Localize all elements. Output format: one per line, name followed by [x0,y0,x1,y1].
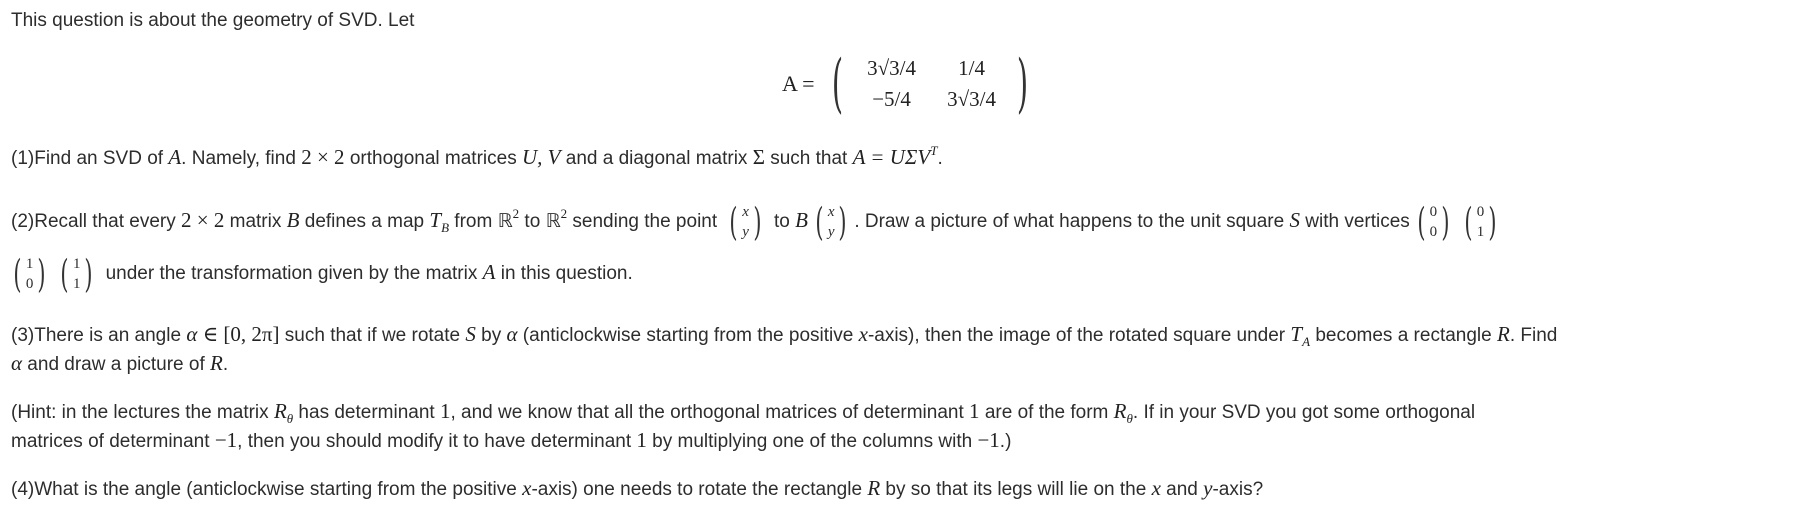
math-alpha: α [506,322,518,346]
q3-text: . [222,354,229,375]
math-b: B [286,208,300,232]
math-a: A [168,145,182,169]
q3-text: (anticlockwise starting from the positive [517,325,859,346]
math-b: B [795,208,808,232]
math-uv: U, V [521,145,561,169]
vector-xy: ( x y ) [815,199,847,244]
matrix-entry-11: 3√3/4 [867,56,916,80]
q3-text: by [475,325,507,346]
hint-text: (Hint: in the lectures the matrix [11,402,274,423]
q1-text: . [937,148,943,169]
math-x: x [858,322,868,346]
math-theta-sub: θ [286,411,294,426]
math-reals: ℝ [545,210,561,232]
hint-text: .) [999,431,1012,452]
math-r: R [867,476,881,500]
math-theta-sub: θ [1126,411,1133,426]
q2-text: . Draw a picture of what happens to the unit square [854,211,1290,232]
right-paren: ) [1016,47,1028,121]
q1-text: . Namely, find [181,148,302,169]
vector-xy: ( x y ) [729,199,762,244]
question-2-line-1 [11,190,1504,252]
q2-text: matrix [224,211,287,232]
q4-text: by so that its legs will lie on the [880,479,1152,500]
hint-text: , and we know that all the orthogonal matrices of determinant [450,402,970,423]
math-dim: 2 × 2 [301,145,345,169]
q4-text: and [1160,479,1204,500]
math-r: R [1113,399,1127,423]
math-one: 1 [636,428,647,452]
math-t-sub: B [441,220,450,235]
question-2-line-2 [6,248,633,298]
question-3-line-1 [11,322,1557,354]
math-y: y [1203,476,1213,500]
matrix-lhs: A = [782,71,815,96]
hint-line-2 [11,428,1011,454]
math-alpha: α [11,351,23,375]
q2-text: sending the point [567,211,723,232]
math-transpose: T [930,143,938,158]
math-interval: [0, 2π] [223,322,280,346]
math-neg-one: −1 [214,428,238,452]
math-r: R [1497,322,1510,346]
q3-text: -axis), then the image of the rotated square under [867,325,1291,346]
math-t: T [1290,322,1303,346]
math-r: R [273,399,287,423]
math-sigma: Σ [752,145,765,169]
math-reals: ℝ [497,210,513,232]
q3-text: becomes a rectangle [1310,325,1498,346]
q1-text: such that [764,148,853,169]
matrix-entry-12: 1/4 [958,56,985,80]
hint-text: , then you should modify it to have determinant [237,431,637,452]
q2-text: in this question. [495,263,633,284]
matrix-entry-22: 3√3/4 [947,87,996,111]
q1-text: and a diagonal matrix [560,148,753,169]
q1-text: (1)Find an SVD of [11,148,169,169]
q4-text: (4)What is the angle (anticlockwise starting from the positive [11,479,523,500]
matrix-a-display [782,47,1035,121]
matrix-entry-21: −5/4 [872,87,911,111]
math-x: x [1151,476,1161,500]
math-a: A [482,260,496,284]
math-t: T [429,208,442,232]
math-x: x [522,476,532,500]
vertex-01: ( 0 1 ) [1464,199,1497,244]
math-alpha: α [186,322,198,346]
math-t-sub: A [1302,334,1311,349]
hint-line-1 [11,399,1475,431]
question-1 [11,139,943,171]
math-sup: 2 [560,206,568,221]
math-svd-equation: A = UΣV [852,145,931,169]
math-dim: 2 × 2 [181,208,225,232]
hint-text: . If in your SVD you got some orthogonal [1132,402,1476,423]
math-sup: 2 [512,206,520,221]
q2-text: with vertices [1299,211,1410,232]
math-in: ∈ [197,322,224,346]
intro-text: This question is about the geometry of SVD. Let [11,10,415,31]
q4-text: -axis? [1212,479,1264,500]
q3-text: (3)There is an angle [11,325,187,346]
q2-text: under the transformation given by the matrix [100,263,483,284]
q4-text: -axis) one needs to rotate the rectangle [531,479,868,500]
question-4 [11,476,1263,502]
math-neg-one: −1 [977,428,1000,452]
math-s: S [1289,208,1300,232]
math-r: R [210,351,223,375]
q3-text: such that if we rotate [279,325,466,346]
vertex-10: ( 1 0 ) [13,251,46,296]
vertex-11: ( 1 1 ) [60,251,93,296]
q1-text: orthogonal matrices [344,148,522,169]
hint-text: by multiplying one of the columns with [646,431,978,452]
q3-text: . Find [1509,325,1558,346]
math-s: S [465,322,476,346]
hint-text: has determinant [293,402,440,423]
hint-text: are of the form [979,402,1114,423]
q2-text: to [519,211,546,232]
q3-text: and draw a picture of [22,354,211,375]
q2-text: defines a map [299,211,430,232]
q2-text: to [768,211,796,232]
math-one: 1 [969,399,980,423]
vertex-00: ( 0 0 ) [1417,199,1450,244]
q2-text: (2)Recall that every [11,211,182,232]
matrix-entries [850,56,1010,112]
math-one: 1 [439,399,451,423]
question-3-line-2 [11,351,228,377]
left-paren: ( [831,47,843,121]
hint-text: matrices of determinant [11,431,215,452]
q2-text: from [449,211,498,232]
